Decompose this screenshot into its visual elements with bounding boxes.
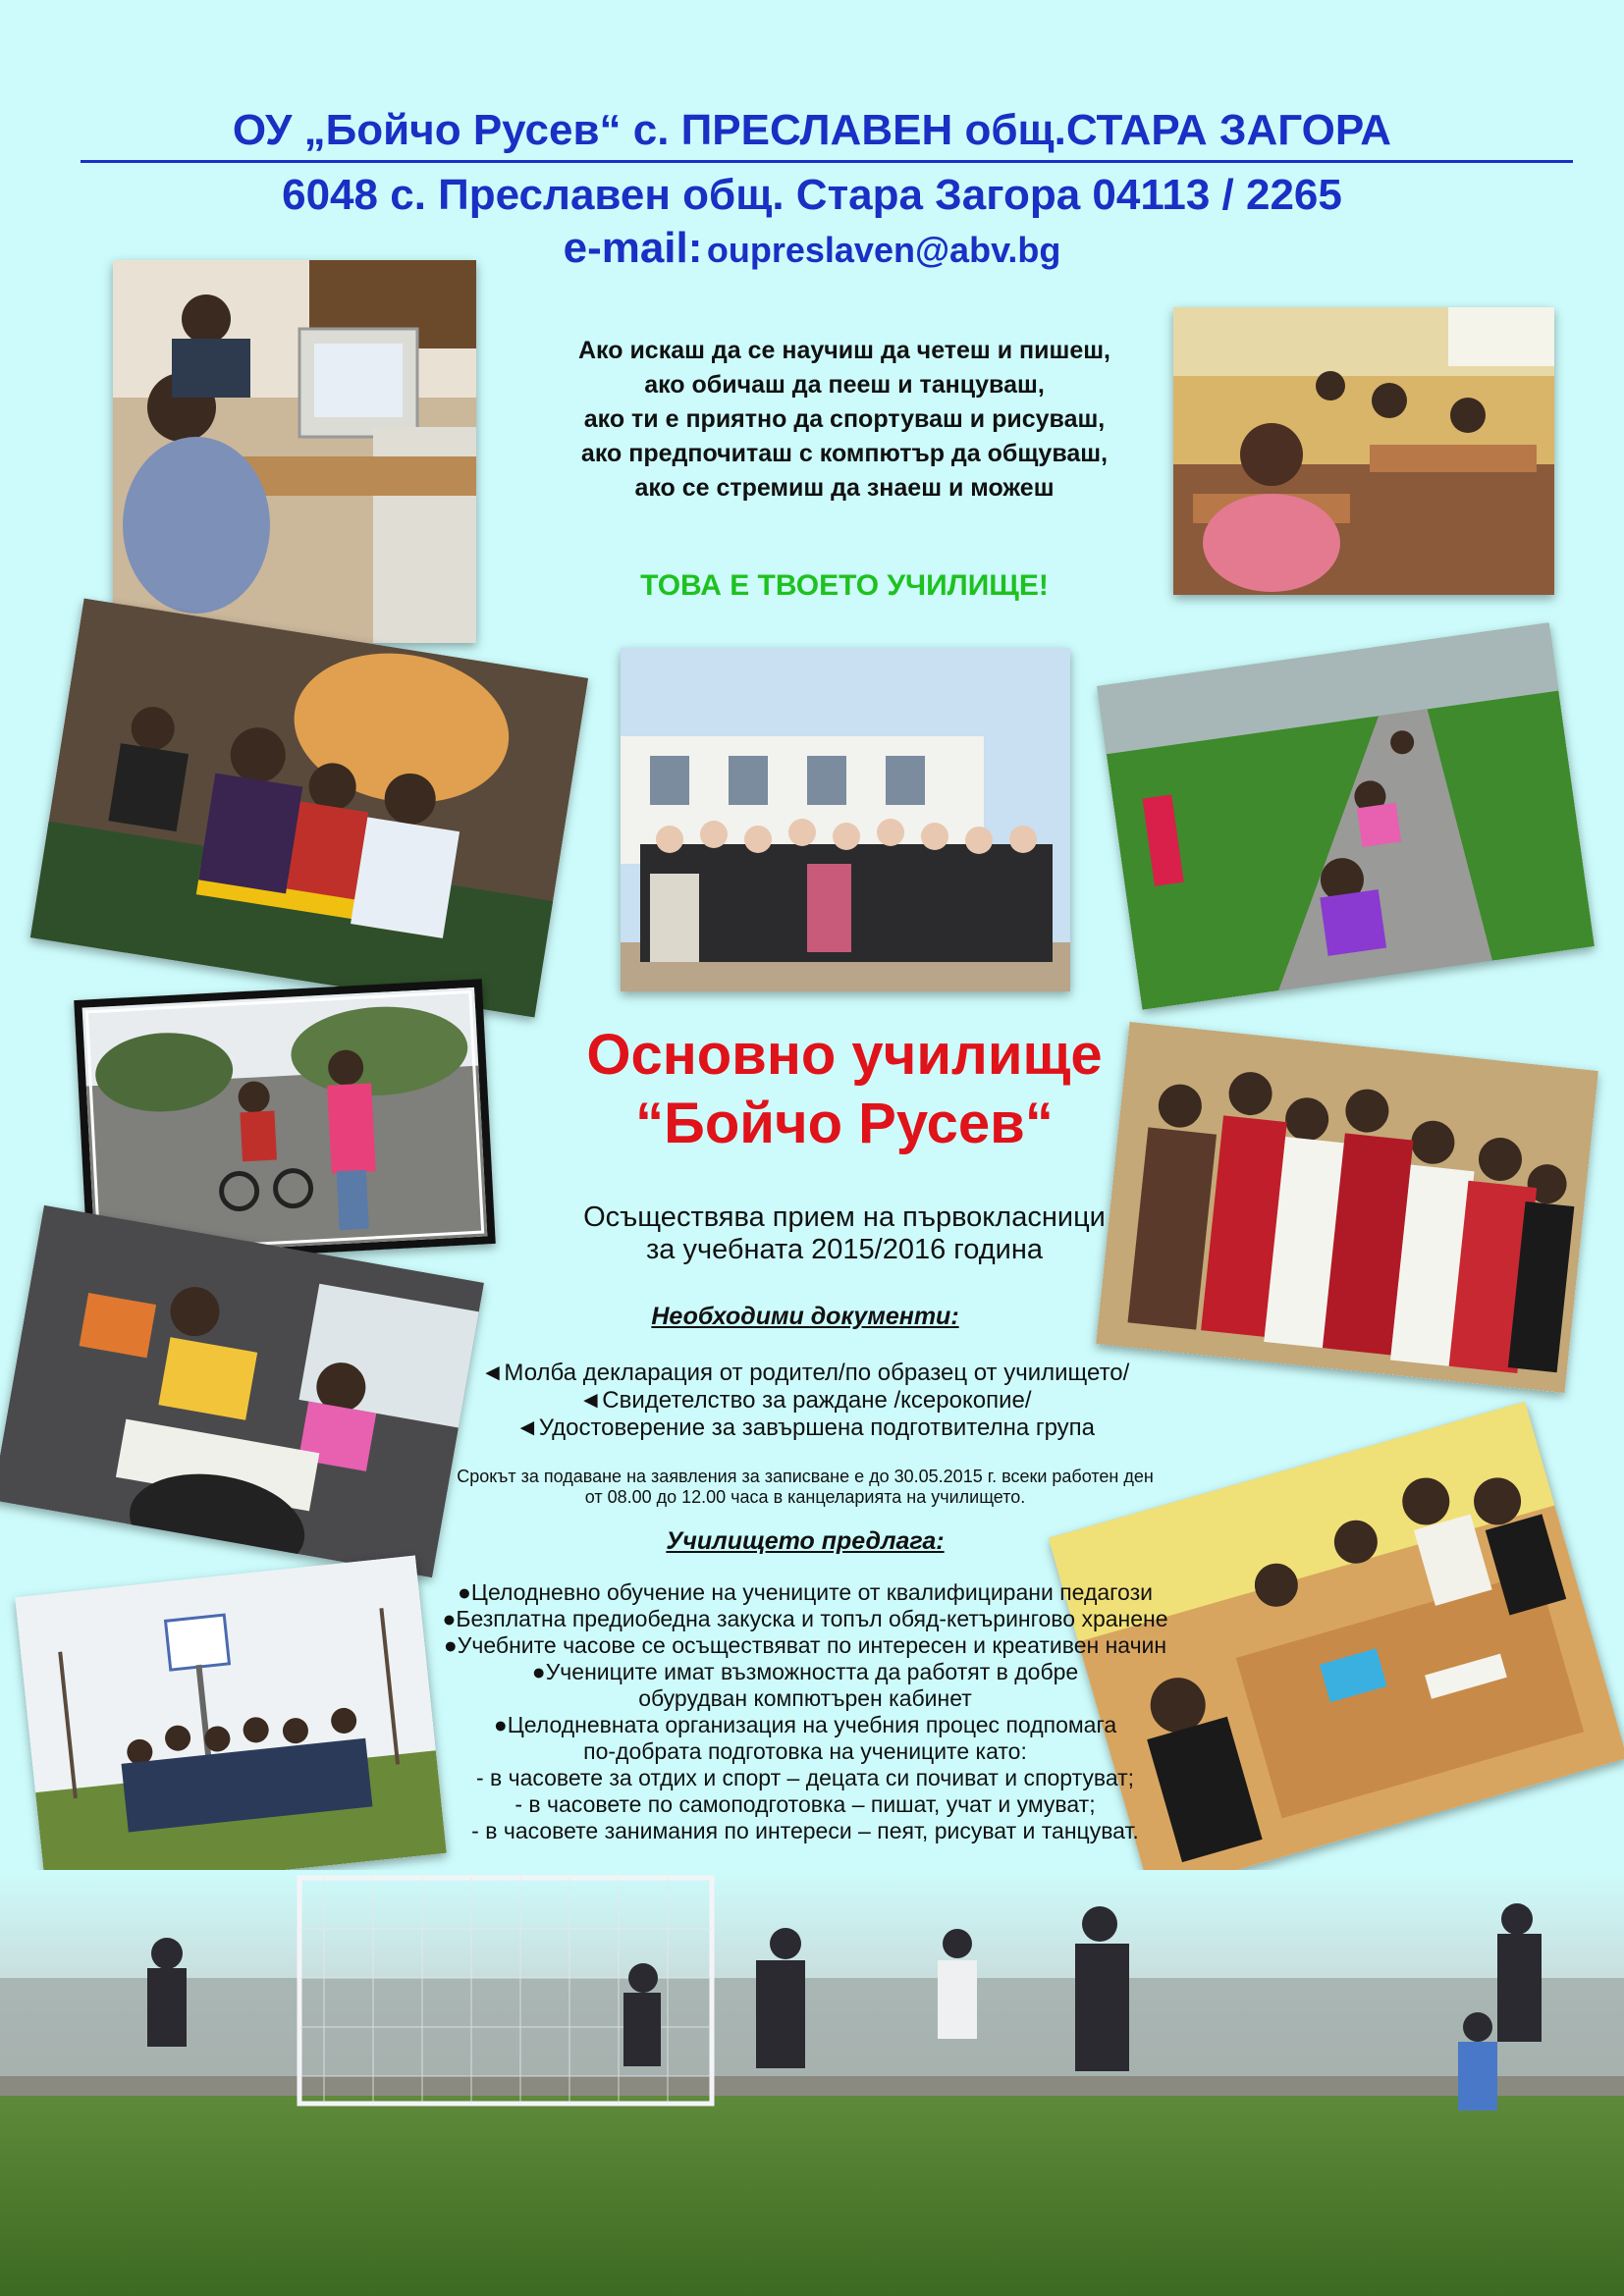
- poem-line: ако се стремиш да знаеш и можеш: [634, 474, 1055, 502]
- header-school-name: ОУ „Бойчо Русев“ с. ПРЕСЛАВЕН общ.СТАРА ЗАГОРА: [232, 106, 1392, 154]
- admission-line: за учебната 2015/2016 година: [646, 1234, 1043, 1265]
- photo-boys-game-room: [30, 598, 588, 1017]
- offers-item: ●Учениците имат възможността да работят в добре: [531, 1659, 1079, 1684]
- poem-line: ако обичаш да пееш и танцуваш,: [644, 371, 1045, 399]
- offers-item: ●Целодневната организация на учебния процес подпомага: [493, 1712, 1117, 1737]
- offers-item: ●Целодневно обучение на учениците от квалифицирани педагози: [458, 1579, 1153, 1605]
- offers-item: ●Учебните часове се осъществяват по интересен и креативен начин: [443, 1632, 1167, 1658]
- offers-item: - в часовете за отдих и спорт – децата си почиват и спортуват;: [475, 1765, 1135, 1790]
- header-address-phone: 6048 с. Преславен общ. Стара Загора 04113 / 2265: [282, 171, 1342, 219]
- school-title-line: “Бойчо Русев“: [635, 1092, 1054, 1155]
- poem-line: ако ти е приятно да спортуваш и рисуваш,: [583, 405, 1106, 433]
- offers-list: [373, 1579, 1237, 1844]
- offers-item: - в часовете занимания по интереси – пеят, рисуват и танцуват.: [471, 1818, 1139, 1843]
- documents-item: ◄Свидетелство за раждане /ксерокопие/: [578, 1387, 1032, 1414]
- photo-classroom: [1173, 307, 1554, 595]
- deadline-line: Срокът за подаване на заявления за записване е до 30.05.2015 г. всеки работен ден: [457, 1467, 1154, 1486]
- photo-computer-room: [113, 260, 476, 643]
- deadline-text: [412, 1467, 1198, 1508]
- admission-text: [452, 1201, 1237, 1266]
- photo-teachers-group: [621, 648, 1070, 991]
- photo-chalk-drawing: [1097, 622, 1595, 1009]
- slogan: ТОВА Е ТВОЕТО УЧИЛИЩЕ!: [640, 569, 1049, 602]
- documents-item: ◄Удостоверение за завършена подготвителна група: [514, 1415, 1096, 1441]
- school-title: [511, 1021, 1178, 1158]
- offers-heading: Училището предлага:: [666, 1527, 945, 1555]
- email-link[interactable]: oupreslaven@abv.bg: [706, 230, 1061, 270]
- offers-item: - в часовете по самоподготовка – пишат, учат и умуват;: [514, 1791, 1096, 1817]
- poem-line: ако предпочиташ с компютър да общуваш,: [580, 440, 1109, 467]
- poem-line: Ако искаш да се научиш да четеш и пишеш,: [577, 337, 1111, 364]
- deadline-line: от 08.00 до 12.00 часа в канцеларията на училището.: [584, 1487, 1026, 1507]
- photo-football-yard: [0, 1870, 1624, 2296]
- offers-item: обурудван компютърен кабинет: [638, 1685, 972, 1711]
- email-label: e-mail:: [563, 224, 703, 272]
- school-title-line: Основно училище: [586, 1023, 1103, 1087]
- poem-block: [520, 334, 1168, 506]
- admission-line: Осъществява прием на първокласници: [583, 1201, 1106, 1233]
- header-divider: [81, 160, 1573, 163]
- offers-item: по-добрата подготовка на учениците като:: [583, 1738, 1027, 1764]
- documents-item: ◄Молба декларация от родител/по образец от училището/: [480, 1360, 1130, 1386]
- documents-list: [422, 1360, 1188, 1442]
- offers-item: ●Безплатна предиобедна закуска и топъл обяд-кетърингово хранене: [442, 1606, 1168, 1631]
- photo-reading-books: [0, 1205, 484, 1577]
- documents-heading: Необходими документи:: [651, 1303, 959, 1330]
